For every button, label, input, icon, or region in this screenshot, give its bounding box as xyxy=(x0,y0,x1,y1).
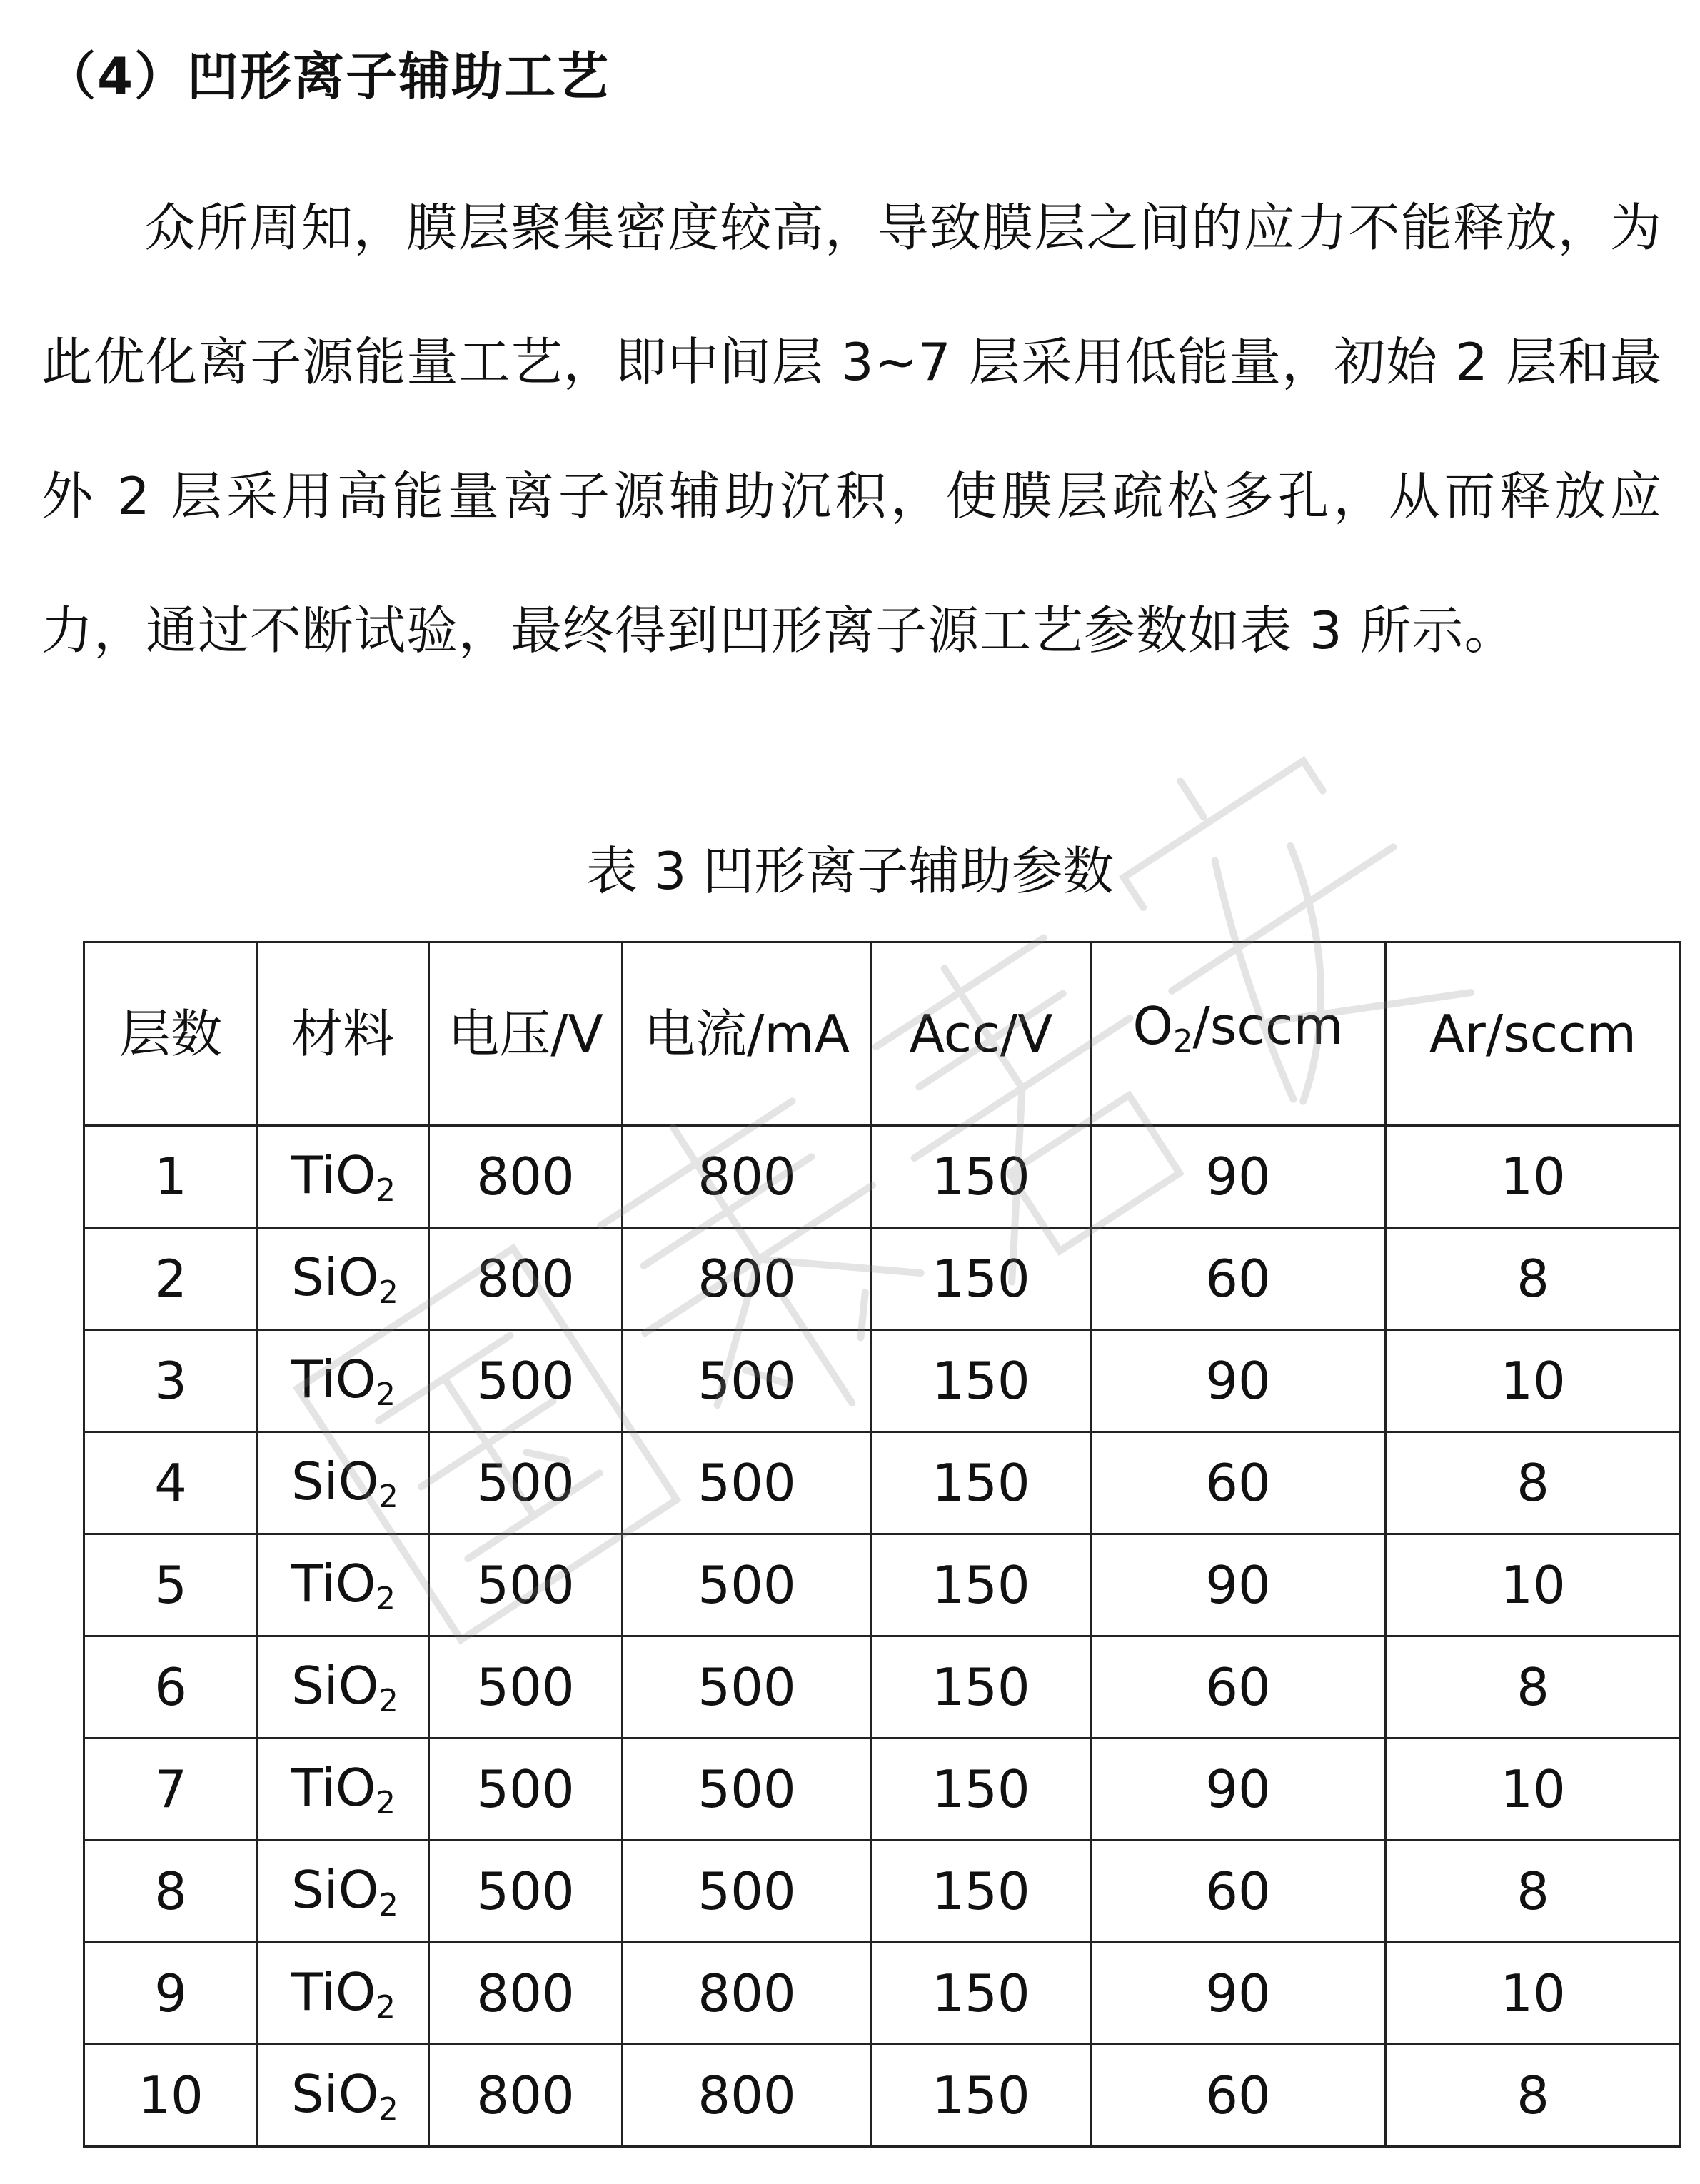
cell-voltage: 800 xyxy=(429,1228,623,1330)
cell-o2: 90 xyxy=(1091,1330,1386,1432)
table-row xyxy=(84,2045,1681,2147)
cell-voltage: 500 xyxy=(429,1738,623,1841)
cell-o2: 60 xyxy=(1091,1841,1386,1943)
cell-acc: 150 xyxy=(872,1330,1091,1432)
header-o2 xyxy=(1091,942,1386,1126)
material-subscript: 2 xyxy=(378,1479,398,1515)
table-row xyxy=(84,1636,1681,1738)
header-ar: Ar/sccm xyxy=(1386,942,1681,1126)
cell-material xyxy=(258,1738,429,1841)
section-heading: （4）凹形离子辅助工艺 xyxy=(44,46,610,106)
cell-o2: 60 xyxy=(1091,2045,1386,2147)
table-row xyxy=(84,1943,1681,2045)
material-subscript: 2 xyxy=(376,1377,396,1413)
header-o2-main: O xyxy=(1132,996,1174,1057)
material-formula: TiO xyxy=(291,1961,376,2022)
cell-current: 800 xyxy=(623,1126,872,1228)
cell-current: 500 xyxy=(623,1841,872,1943)
material-formula: SiO xyxy=(291,1247,379,1307)
cell-material xyxy=(258,2045,429,2147)
material-formula: TiO xyxy=(291,1553,376,1614)
cell-voltage: 800 xyxy=(429,2045,623,2147)
cell-ar: 8 xyxy=(1386,1841,1681,1943)
cell-material xyxy=(258,1432,429,1534)
cell-material xyxy=(258,1841,429,1943)
parameter-table-container xyxy=(83,941,1681,2148)
header-layer: 层数 xyxy=(84,942,258,1126)
header-o2-sub: 2 xyxy=(1173,1023,1193,1060)
table-header-row xyxy=(84,942,1681,1126)
cell-layer: 5 xyxy=(84,1534,258,1636)
material-formula: TiO xyxy=(291,1757,376,1818)
body-paragraph: 众所周知，膜层聚集密度较高，导致膜层之间的应力不能释放，为此优化离子源能量工艺，即中间层 3~7 层采用低能量，初始 2 层和最外 2 层采用高能量离子源辅助沉积，使膜层疏松多孔，从而释放应力，通过不断试验，最终得到凹形离子源工艺参数如表 3 所示。 xyxy=(41,198,1662,660)
cell-current: 800 xyxy=(623,2045,872,2147)
cell-o2: 60 xyxy=(1091,1432,1386,1534)
table-row xyxy=(84,1432,1681,1534)
material-formula: SiO xyxy=(291,1451,379,1511)
cell-current: 500 xyxy=(623,1738,872,1841)
cell-layer: 9 xyxy=(84,1943,258,2045)
header-voltage: 电压/V xyxy=(429,942,623,1126)
cell-acc: 150 xyxy=(872,1738,1091,1841)
cell-o2: 60 xyxy=(1091,1228,1386,1330)
cell-acc: 150 xyxy=(872,2045,1091,2147)
cell-o2: 90 xyxy=(1091,1126,1386,1228)
header-acc: Acc/V xyxy=(872,942,1091,1126)
material-formula: SiO xyxy=(291,1859,379,1920)
parameter-table xyxy=(83,941,1681,2148)
cell-acc: 150 xyxy=(872,1534,1091,1636)
header-current: 电流/mA xyxy=(623,942,872,1126)
table-body xyxy=(84,1126,1681,2147)
cell-material xyxy=(258,1330,429,1432)
cell-current: 800 xyxy=(623,1943,872,2045)
material-formula: SiO xyxy=(291,1655,379,1716)
cell-layer: 1 xyxy=(84,1126,258,1228)
cell-layer: 7 xyxy=(84,1738,258,1841)
table-caption: 表 3 凹形离子辅助参数 xyxy=(585,841,1115,901)
cell-material xyxy=(258,1126,429,1228)
cell-material xyxy=(258,1636,429,1738)
cell-voltage: 500 xyxy=(429,1534,623,1636)
cell-current: 500 xyxy=(623,1534,872,1636)
cell-layer: 4 xyxy=(84,1432,258,1534)
cell-layer: 8 xyxy=(84,1841,258,1943)
header-o2-unit: /sccm xyxy=(1192,996,1344,1057)
cell-o2: 90 xyxy=(1091,1943,1386,2045)
cell-acc: 150 xyxy=(872,1636,1091,1738)
cell-current: 500 xyxy=(623,1636,872,1738)
cell-layer: 2 xyxy=(84,1228,258,1330)
table-row xyxy=(84,1841,1681,1943)
cell-current: 500 xyxy=(623,1432,872,1534)
cell-ar: 8 xyxy=(1386,2045,1681,2147)
table-row xyxy=(84,1228,1681,1330)
cell-voltage: 500 xyxy=(429,1432,623,1534)
cell-ar: 8 xyxy=(1386,1432,1681,1534)
cell-o2: 90 xyxy=(1091,1534,1386,1636)
table-row xyxy=(84,1126,1681,1228)
cell-voltage: 500 xyxy=(429,1330,623,1432)
cell-material xyxy=(258,1228,429,1330)
material-subscript: 2 xyxy=(376,1172,396,1209)
cell-layer: 3 xyxy=(84,1330,258,1432)
cell-voltage: 500 xyxy=(429,1636,623,1738)
cell-voltage: 800 xyxy=(429,1943,623,2045)
cell-acc: 150 xyxy=(872,1841,1091,1943)
cell-material xyxy=(258,1943,429,2045)
header-material: 材料 xyxy=(258,942,429,1126)
cell-voltage: 800 xyxy=(429,1126,623,1228)
cell-ar: 10 xyxy=(1386,1943,1681,2045)
material-subscript: 2 xyxy=(378,1274,398,1311)
material-subscript: 2 xyxy=(378,1683,398,1719)
material-formula: TiO xyxy=(291,1144,376,1205)
material-subscript: 2 xyxy=(376,1989,396,2026)
cell-current: 500 xyxy=(623,1330,872,1432)
table-row xyxy=(84,1738,1681,1841)
cell-o2: 60 xyxy=(1091,1636,1386,1738)
table-row xyxy=(84,1330,1681,1432)
cell-layer: 6 xyxy=(84,1636,258,1738)
cell-acc: 150 xyxy=(872,1943,1091,2045)
cell-acc: 150 xyxy=(872,1228,1091,1330)
material-subscript: 2 xyxy=(378,2091,398,2128)
cell-acc: 150 xyxy=(872,1432,1091,1534)
material-subscript: 2 xyxy=(376,1581,396,1617)
cell-current: 800 xyxy=(623,1228,872,1330)
material-subscript: 2 xyxy=(376,1785,396,1821)
cell-voltage: 500 xyxy=(429,1841,623,1943)
cell-ar: 10 xyxy=(1386,1330,1681,1432)
cell-acc: 150 xyxy=(872,1126,1091,1228)
material-formula: TiO xyxy=(291,1349,376,1409)
cell-ar: 8 xyxy=(1386,1636,1681,1738)
cell-o2: 90 xyxy=(1091,1738,1386,1841)
cell-material xyxy=(258,1534,429,1636)
cell-ar: 10 xyxy=(1386,1126,1681,1228)
cell-ar: 10 xyxy=(1386,1738,1681,1841)
cell-ar: 10 xyxy=(1386,1534,1681,1636)
table-row xyxy=(84,1534,1681,1636)
material-formula: SiO xyxy=(291,2063,379,2124)
cell-ar: 8 xyxy=(1386,1228,1681,1330)
cell-layer: 10 xyxy=(84,2045,258,2147)
material-subscript: 2 xyxy=(378,1887,398,1923)
